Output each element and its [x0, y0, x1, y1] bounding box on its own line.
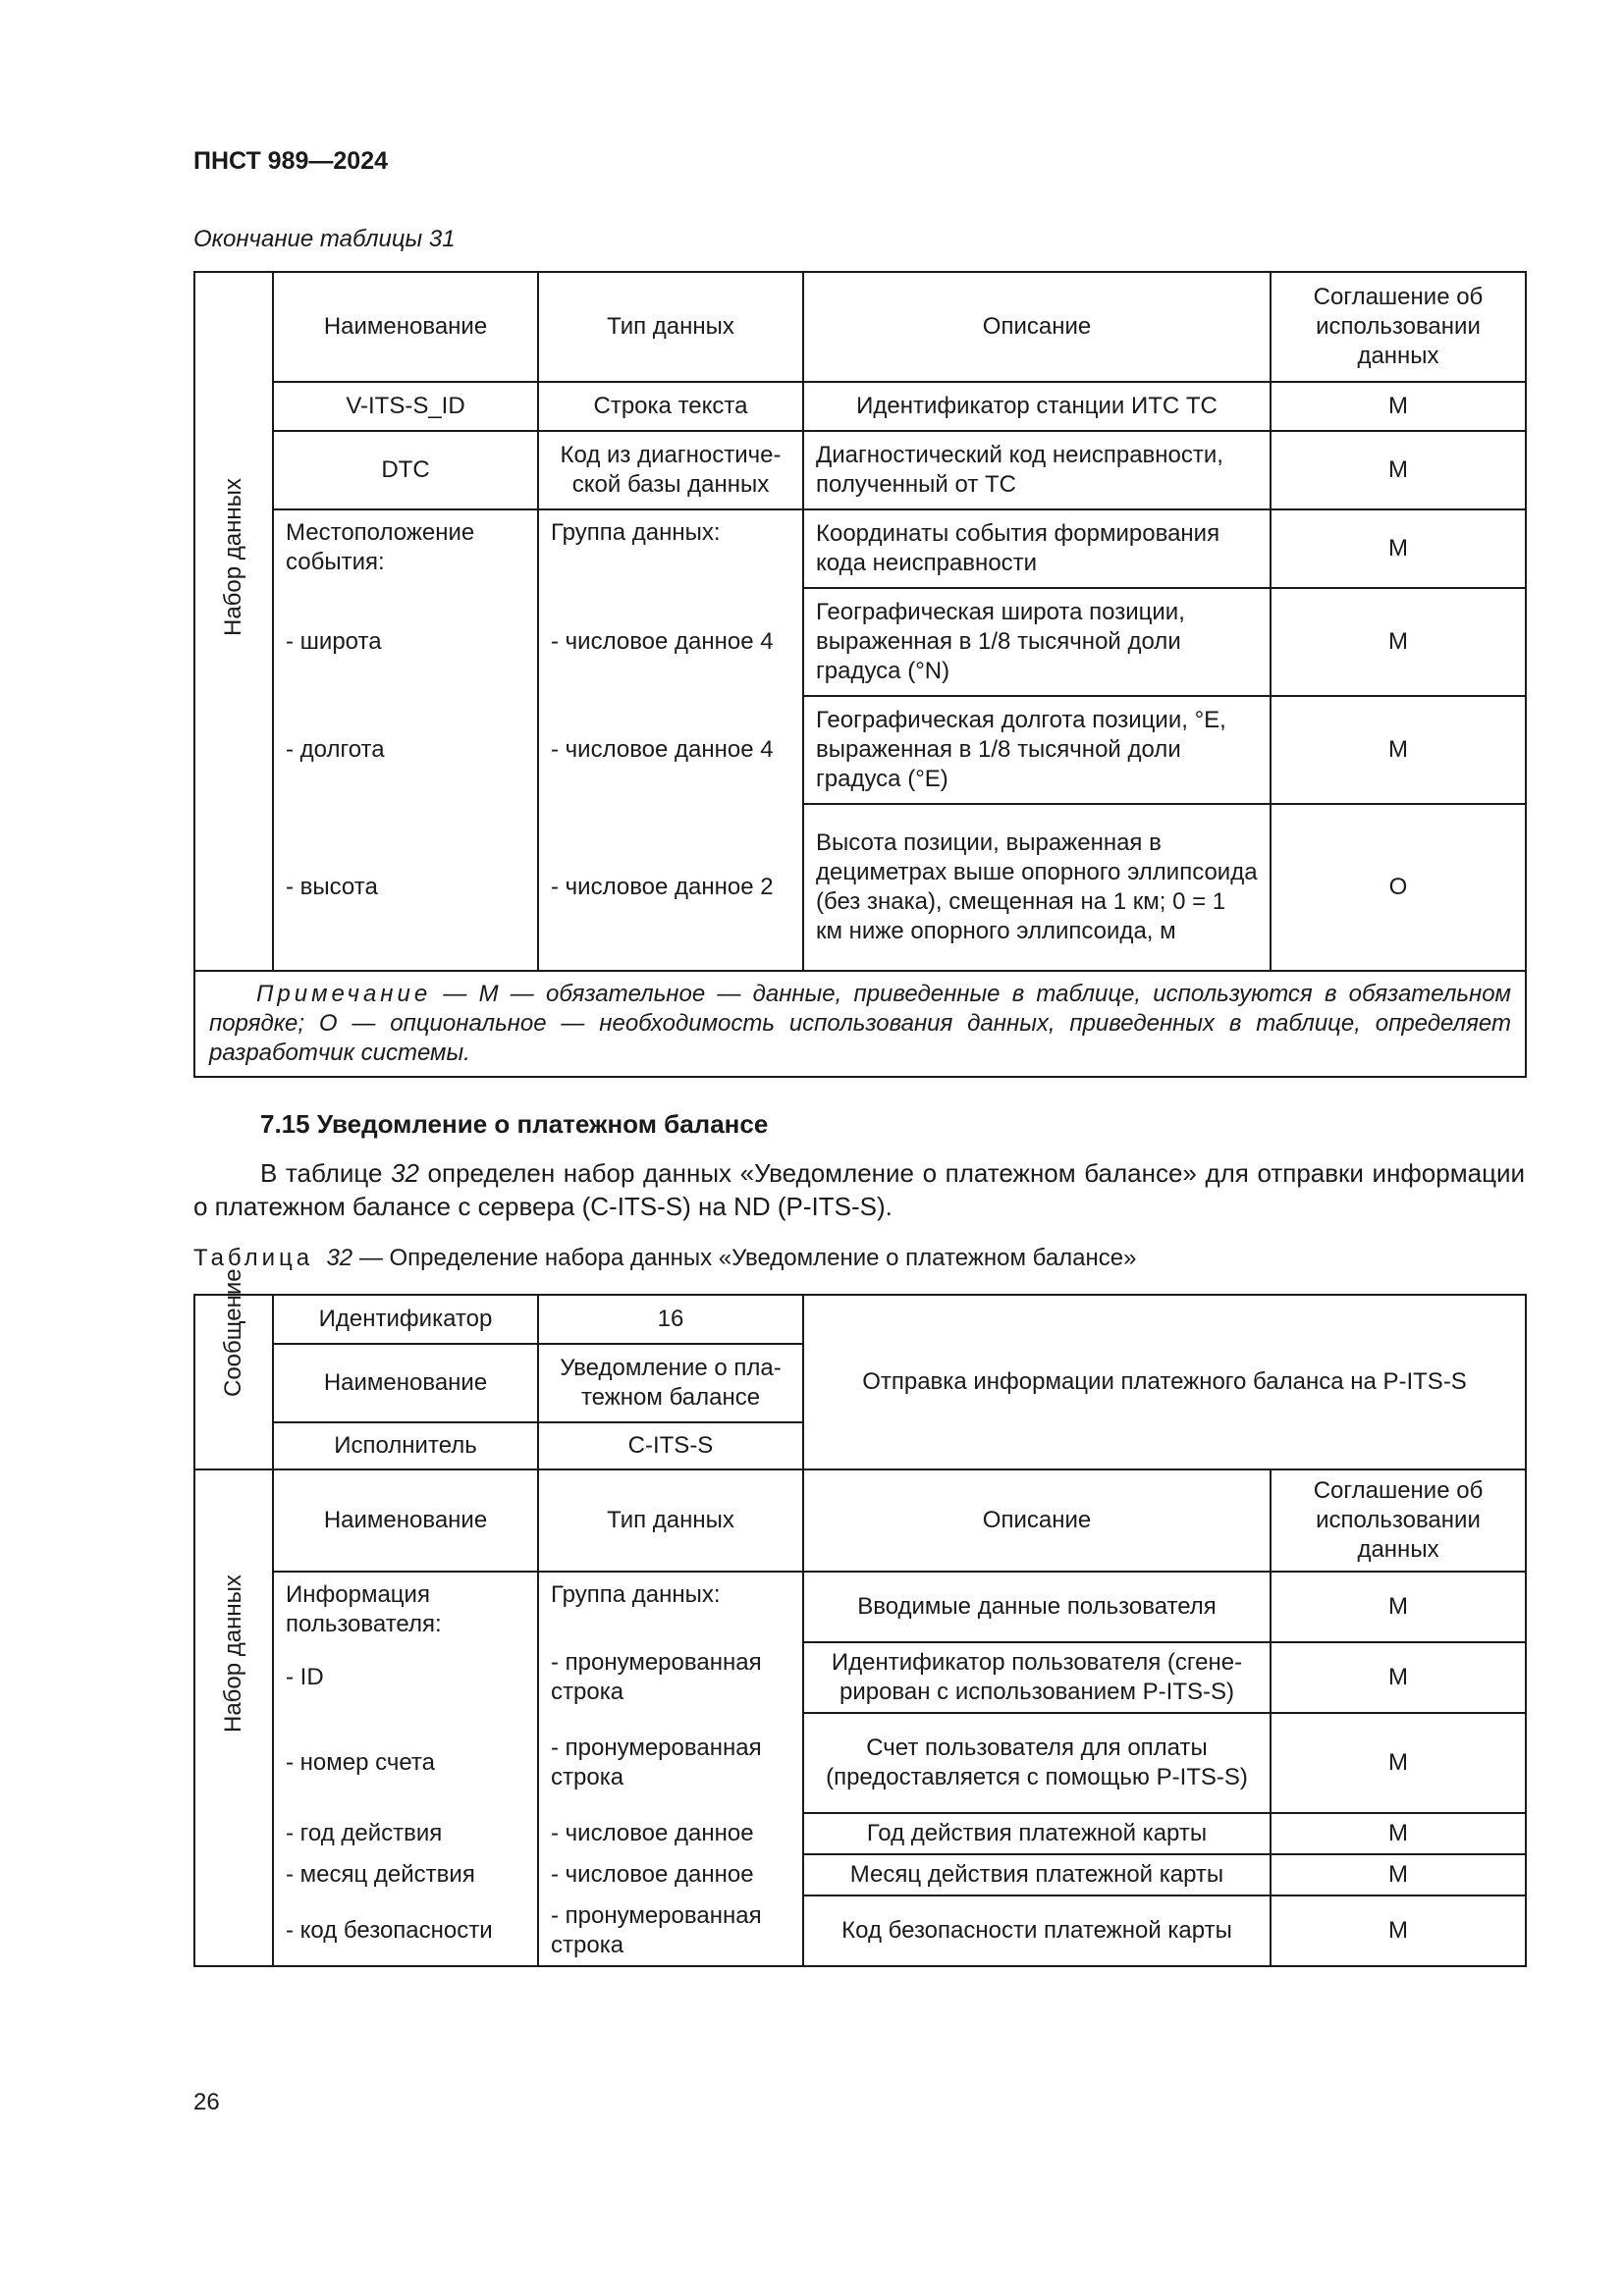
- table-row: [194, 509, 1526, 588]
- cell-usage: М: [1271, 509, 1526, 588]
- section-paragraph: [193, 1156, 1525, 1223]
- caption-text: — Определение набора данных «Уведомление о платежном балансе»: [352, 1245, 1137, 1271]
- id-value: 16: [538, 1295, 803, 1344]
- cell-description: Координаты события формирования кода неисправности: [803, 509, 1271, 588]
- cell-type: - пронумерованная строка: [538, 1642, 803, 1713]
- cell-usage: О: [1271, 804, 1526, 971]
- exec-value: C-ITS-S: [538, 1422, 803, 1469]
- cell-type: Группа данных:: [538, 509, 803, 588]
- table-row: [194, 382, 1526, 431]
- cell-name: - ID: [273, 1642, 538, 1713]
- caption-label: Таблица: [193, 1245, 314, 1271]
- cell-name: - год действия: [273, 1813, 538, 1854]
- table-row: [194, 1854, 1526, 1896]
- cell-type: Строка текста: [538, 382, 803, 431]
- cell-name: Информация пользователя:: [273, 1572, 538, 1642]
- cell-name: - высота: [273, 804, 538, 971]
- cell-name: V-ITS-S_ID: [273, 382, 538, 431]
- cell-description: Высота позиции, выраженная в дециметрах выше опорного эллипсоида (без знака), смещенная на 1 км; 0 = 1 км ниже опорного эллипсоида, м: [803, 804, 1271, 971]
- cell-description: Идентификатор станции ИТС ТС: [803, 382, 1271, 431]
- cell-description: Год действия платежной карты: [803, 1813, 1271, 1854]
- cell-type: - числовое данное: [538, 1813, 803, 1854]
- table-row: [194, 431, 1526, 509]
- table-32-side-label-cell: [194, 1469, 273, 1966]
- page-number: 26: [193, 2089, 220, 2115]
- cell-description: Географическая широта позиции, выраженная в 1/8 тысячной доли градуса (°N): [803, 588, 1271, 696]
- para-table-ref: 32: [391, 1158, 419, 1188]
- section-heading: 7.15 Уведомление о платежном балансе: [260, 1109, 769, 1139]
- col-header-name: Наименование: [273, 1469, 538, 1572]
- col-header-usage: Соглашение об использовании данных: [1271, 1469, 1526, 1572]
- cell-name: Местоположение события:: [273, 509, 538, 588]
- cell-type: Группа данных:: [538, 1572, 803, 1642]
- col-header-usage: Соглашение об использовании данных: [1271, 272, 1526, 382]
- table-32-caption: [193, 1245, 1136, 1272]
- name-value: Уведомление о пла-тежном балансе: [538, 1344, 803, 1422]
- cell-usage: М: [1271, 1854, 1526, 1896]
- table-31-side-label-cell: [194, 272, 273, 971]
- cell-description: Вводимые данные пользователя: [803, 1572, 1271, 1642]
- col-header-name: Наименование: [273, 272, 538, 382]
- col-header-description: Описание: [803, 272, 1271, 382]
- cell-usage: М: [1271, 1642, 1526, 1713]
- table-32-message-label-cell: [194, 1268, 273, 1469]
- col-header-type: Тип данных: [538, 272, 803, 382]
- cell-name: DTC: [273, 431, 538, 509]
- table-row: [194, 588, 1526, 696]
- table-row: [194, 1813, 1526, 1854]
- table-row: [194, 1572, 1526, 1642]
- cell-description: Идентификатор пользователя (сгене-рирован с использованием P-ITS-S): [803, 1642, 1271, 1713]
- cell-type: - числовое данное 4: [538, 588, 803, 696]
- note-label: Примечание: [256, 981, 432, 1007]
- cell-name: - долгота: [273, 696, 538, 804]
- cell-usage: М: [1271, 382, 1526, 431]
- exec-label: Исполнитель: [273, 1422, 538, 1469]
- note-text: — М — обязательное — данные, приведенные в таблице, используются в обязательном порядке; О — опциональное — необходимость использования данных, приведенных в таблице, определяет разработчик системы.: [209, 981, 1511, 1066]
- col-header-type: Тип данных: [538, 1469, 803, 1572]
- table-row: [194, 1896, 1526, 1966]
- cell-usage: М: [1271, 1572, 1526, 1642]
- table-row: [194, 696, 1526, 804]
- cell-description: Месяц действия платежной карты: [803, 1854, 1271, 1896]
- caption-number: 32: [326, 1245, 353, 1271]
- cell-usage: М: [1271, 1813, 1526, 1854]
- cell-usage: М: [1271, 588, 1526, 696]
- cell-name: - широта: [273, 588, 538, 696]
- table-row: [194, 1642, 1526, 1713]
- cell-description: Счет пользователя для оплаты (предоставляется с помощью P-ITS-S): [803, 1713, 1271, 1813]
- table-32-side-label: Набор данных: [220, 1575, 246, 1733]
- cell-type: - пронумерованная строка: [538, 1713, 803, 1813]
- cell-usage: М: [1271, 696, 1526, 804]
- cell-type: Код из диагностиче-ской базы данных: [538, 431, 803, 509]
- document-id: ПНСТ 989—2024: [193, 147, 388, 175]
- cell-type: - числовое данное 2: [538, 804, 803, 971]
- message-description: Отправка информации платежного баланса на P-ITS-S: [803, 1295, 1526, 1469]
- cell-name: - код безопасности: [273, 1896, 538, 1966]
- table-31-continuation-caption: Окончание таблицы 31: [193, 226, 456, 252]
- col-header-description: Описание: [803, 1469, 1271, 1572]
- table-row: [194, 804, 1526, 971]
- table-32: [193, 1268, 1527, 1967]
- cell-description: Географическая долгота позиции, °E, выраженная в 1/8 тысячной доли градуса (°E): [803, 696, 1271, 804]
- cell-name: - месяц действия: [273, 1854, 538, 1896]
- cell-usage: М: [1271, 1896, 1526, 1966]
- cell-description: Код безопасности платежной карты: [803, 1896, 1271, 1966]
- cell-type: - числовое данное: [538, 1854, 803, 1896]
- id-label: Идентификатор: [273, 1295, 538, 1344]
- cell-type: - пронумерованная строка: [538, 1896, 803, 1966]
- table-31: [193, 271, 1527, 1078]
- table-row: [194, 1713, 1526, 1813]
- cell-description: Диагностический код неисправности, полученный от ТС: [803, 431, 1271, 509]
- message-label: Сообщение: [220, 1268, 246, 1397]
- cell-name: - номер счета: [273, 1713, 538, 1813]
- cell-usage: М: [1271, 431, 1526, 509]
- table-31-side-label: Набор данных: [220, 478, 246, 636]
- cell-type: - числовое данное 4: [538, 696, 803, 804]
- table-31-note: [194, 971, 1526, 1077]
- name-label: Наименование: [273, 1344, 538, 1422]
- para-text-2: определен набор данных «Уведомление о платежном балансе» для отправки информации о платежном балансе с сервера (C-ITS-S) на ND (P-ITS-S).: [193, 1158, 1526, 1221]
- para-text-1: В таблице: [260, 1158, 392, 1188]
- cell-usage: М: [1271, 1713, 1526, 1813]
